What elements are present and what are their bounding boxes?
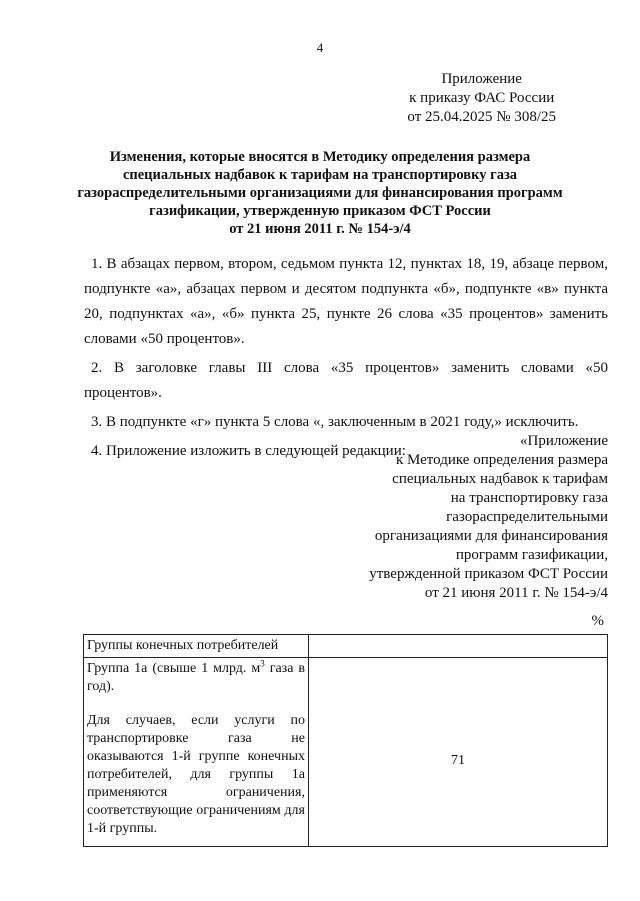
appendix-block-line: «Приложение	[519, 433, 608, 449]
methodology-appendix-header	[328, 432, 608, 603]
table-row	[84, 658, 608, 847]
consumer-groups-table	[83, 634, 608, 847]
document-title	[70, 148, 570, 238]
title-line: специальных надбавок к тарифам на транспортировку газа	[122, 167, 518, 183]
header-cell-groups: Группы конечных потребителей	[84, 635, 309, 658]
amendment-item-3: 3. В подпункте «г» пункта 5 слова «, заключенным в 2021 году,» исключить.	[91, 414, 579, 430]
appendix-header-line: Приложение	[441, 71, 522, 87]
header-cell-value	[308, 635, 607, 658]
group-name-text-end: газа в год).	[87, 661, 305, 694]
title-line: газификации, утвержденную приказом ФСТ России	[149, 203, 491, 219]
appendix-header-line: к приказу ФАС России	[409, 90, 555, 106]
amendment-item-2: 2. В заголовке главы III слова «35 процентов» заменить словами «50 процентов».	[84, 360, 608, 401]
title-line: газораспределительными организациями для финансирования программ	[77, 185, 563, 201]
unit-label: %	[591, 613, 604, 629]
appendix-header-line: от 25.04.2025 № 308/25	[407, 109, 556, 125]
title-line: от 21 июня 2011 г. № 154-э/4	[229, 221, 411, 237]
appendix-block-line: к Методике определения размера	[395, 452, 608, 468]
group-name-superscript: 3	[260, 658, 265, 669]
value-cell: 71	[308, 658, 607, 847]
group-name	[87, 660, 305, 696]
appendix-block-line: от 21 июня 2011 г. № 154-э/4	[424, 585, 608, 601]
appendix-block-line: на транспортировку газа	[450, 490, 608, 506]
appendix-block-line: программ газификации,	[455, 547, 608, 563]
amendment-item-4: 4. Приложение изложить в следующей редакции:	[91, 443, 406, 459]
appendix-block-line: специальных надбавок к тарифам	[392, 471, 608, 487]
appendix-block-line: газораспределительными	[446, 509, 608, 525]
order-appendix-header	[407, 70, 556, 127]
appendix-block-line: утвержденной приказом ФСТ России	[369, 566, 608, 582]
appendix-block-line: организациями для финансирования	[374, 528, 608, 544]
amendment-item-1: 1. В абзацах первом, втором, седьмом пункта 12, пунктах 18, 19, абзаце первом, подпункте «а», абзацах первом и десятом подпункта «б», подпункте «в» пункта 20, подпунктах «а», «б» пункта 25, пункте 26 слова «35 процентов» заменить словами «50 процентов».	[84, 256, 608, 347]
title-line: Изменения, которые вносятся в Методику определения размера	[109, 149, 531, 165]
page-number: 4	[316, 40, 324, 55]
group-cell	[84, 658, 309, 847]
group-name-text: Группа 1а (свыше 1 млрд. м	[87, 661, 261, 676]
group-note: Для случаев, если услуги по транспортировке газа не оказываются 1-й группе конечных потребителей, для группы 1а применяются ограничения, соответствующие ограничениям для 1-й группы.	[87, 713, 305, 836]
table-header-row	[84, 635, 608, 658]
